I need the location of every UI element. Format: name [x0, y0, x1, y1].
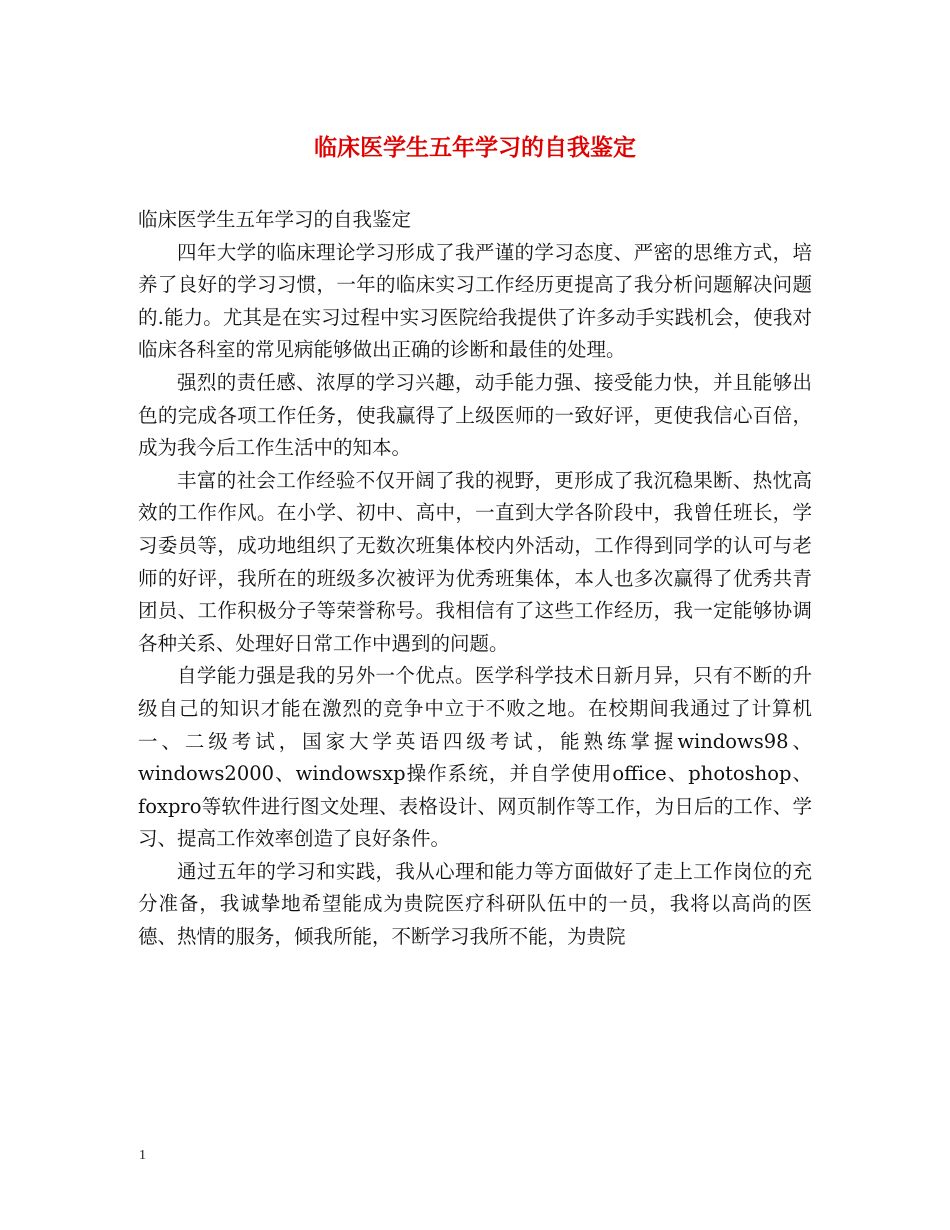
paragraph-3: 丰富的社会工作经验不仅开阔了我的视野，更形成了我沉稳果断、热忱高效的工作作风。在小学、初中、高中，一直到大学各阶段中，我曾任班长，学习委员等，成功地组织了无数次班集体校内外活动，工作得到同学的认可与老师的好评，我所在的班级多次被评为优秀班集体，本人也多次赢得了优秀共青团员、工作积极分子等荣誉称号。我相信有了这些工作经历，我一定能够协调各种关系、处理好日常工作中遇到的问题。: [138, 468, 812, 655]
page-number: 1: [139, 1148, 146, 1163]
document-title: 临床医学生五年学习的自我鉴定: [314, 134, 636, 161]
document-subtitle: 临床医学生五年学习的自我鉴定: [138, 208, 412, 231]
paragraph-5: 通过五年的学习和实践，我从心理和能力等方面做好了走上工作岗位的充分准备，我诚挚地希望能成为贵院医疗科研队伍中的一员，我将以高尚的医德、热情的服务，倾我所能，不断学习我所不能，为贵院: [138, 859, 812, 949]
document-body: [138, 204, 812, 954]
paragraph-1: 四年大学的临床理论学习形成了我严谨的学习态度、严密的思维方式，培养了良好的学习习惯，一年的临床实习工作经历更提高了我分析问题解决问题的.能力。尤其是在实习过程中实习医院给我提供了许多动手实践机会，使我对临床各科室的常见病能够做出正确的诊断和最佳的处理。: [138, 240, 812, 362]
paragraph-2: 强烈的责任感、浓厚的学习兴趣，动手能力强、接受能力快，并且能够出色的完成各项工作任务，使我赢得了上级医师的一致好评，更使我信心百倍，成为我今后工作生活中的知本。: [138, 370, 812, 460]
paragraph-4: 自学能力强是我的另外一个优点。医学科学技术日新月异，只有不断的升级自己的知识才能在激烈的竞争中立于不败之地。在校期间我通过了计算机一、二级考试，国家大学英语四级考试，能熟练掌握windows98、windows2000、windowsxp操作系统，并自学使用office、photoshop、foxpro等软件进行图文处理、表格设计、网页制作等工作，为日后的工作、学习、提高工作效率创造了良好条件。: [138, 664, 812, 851]
